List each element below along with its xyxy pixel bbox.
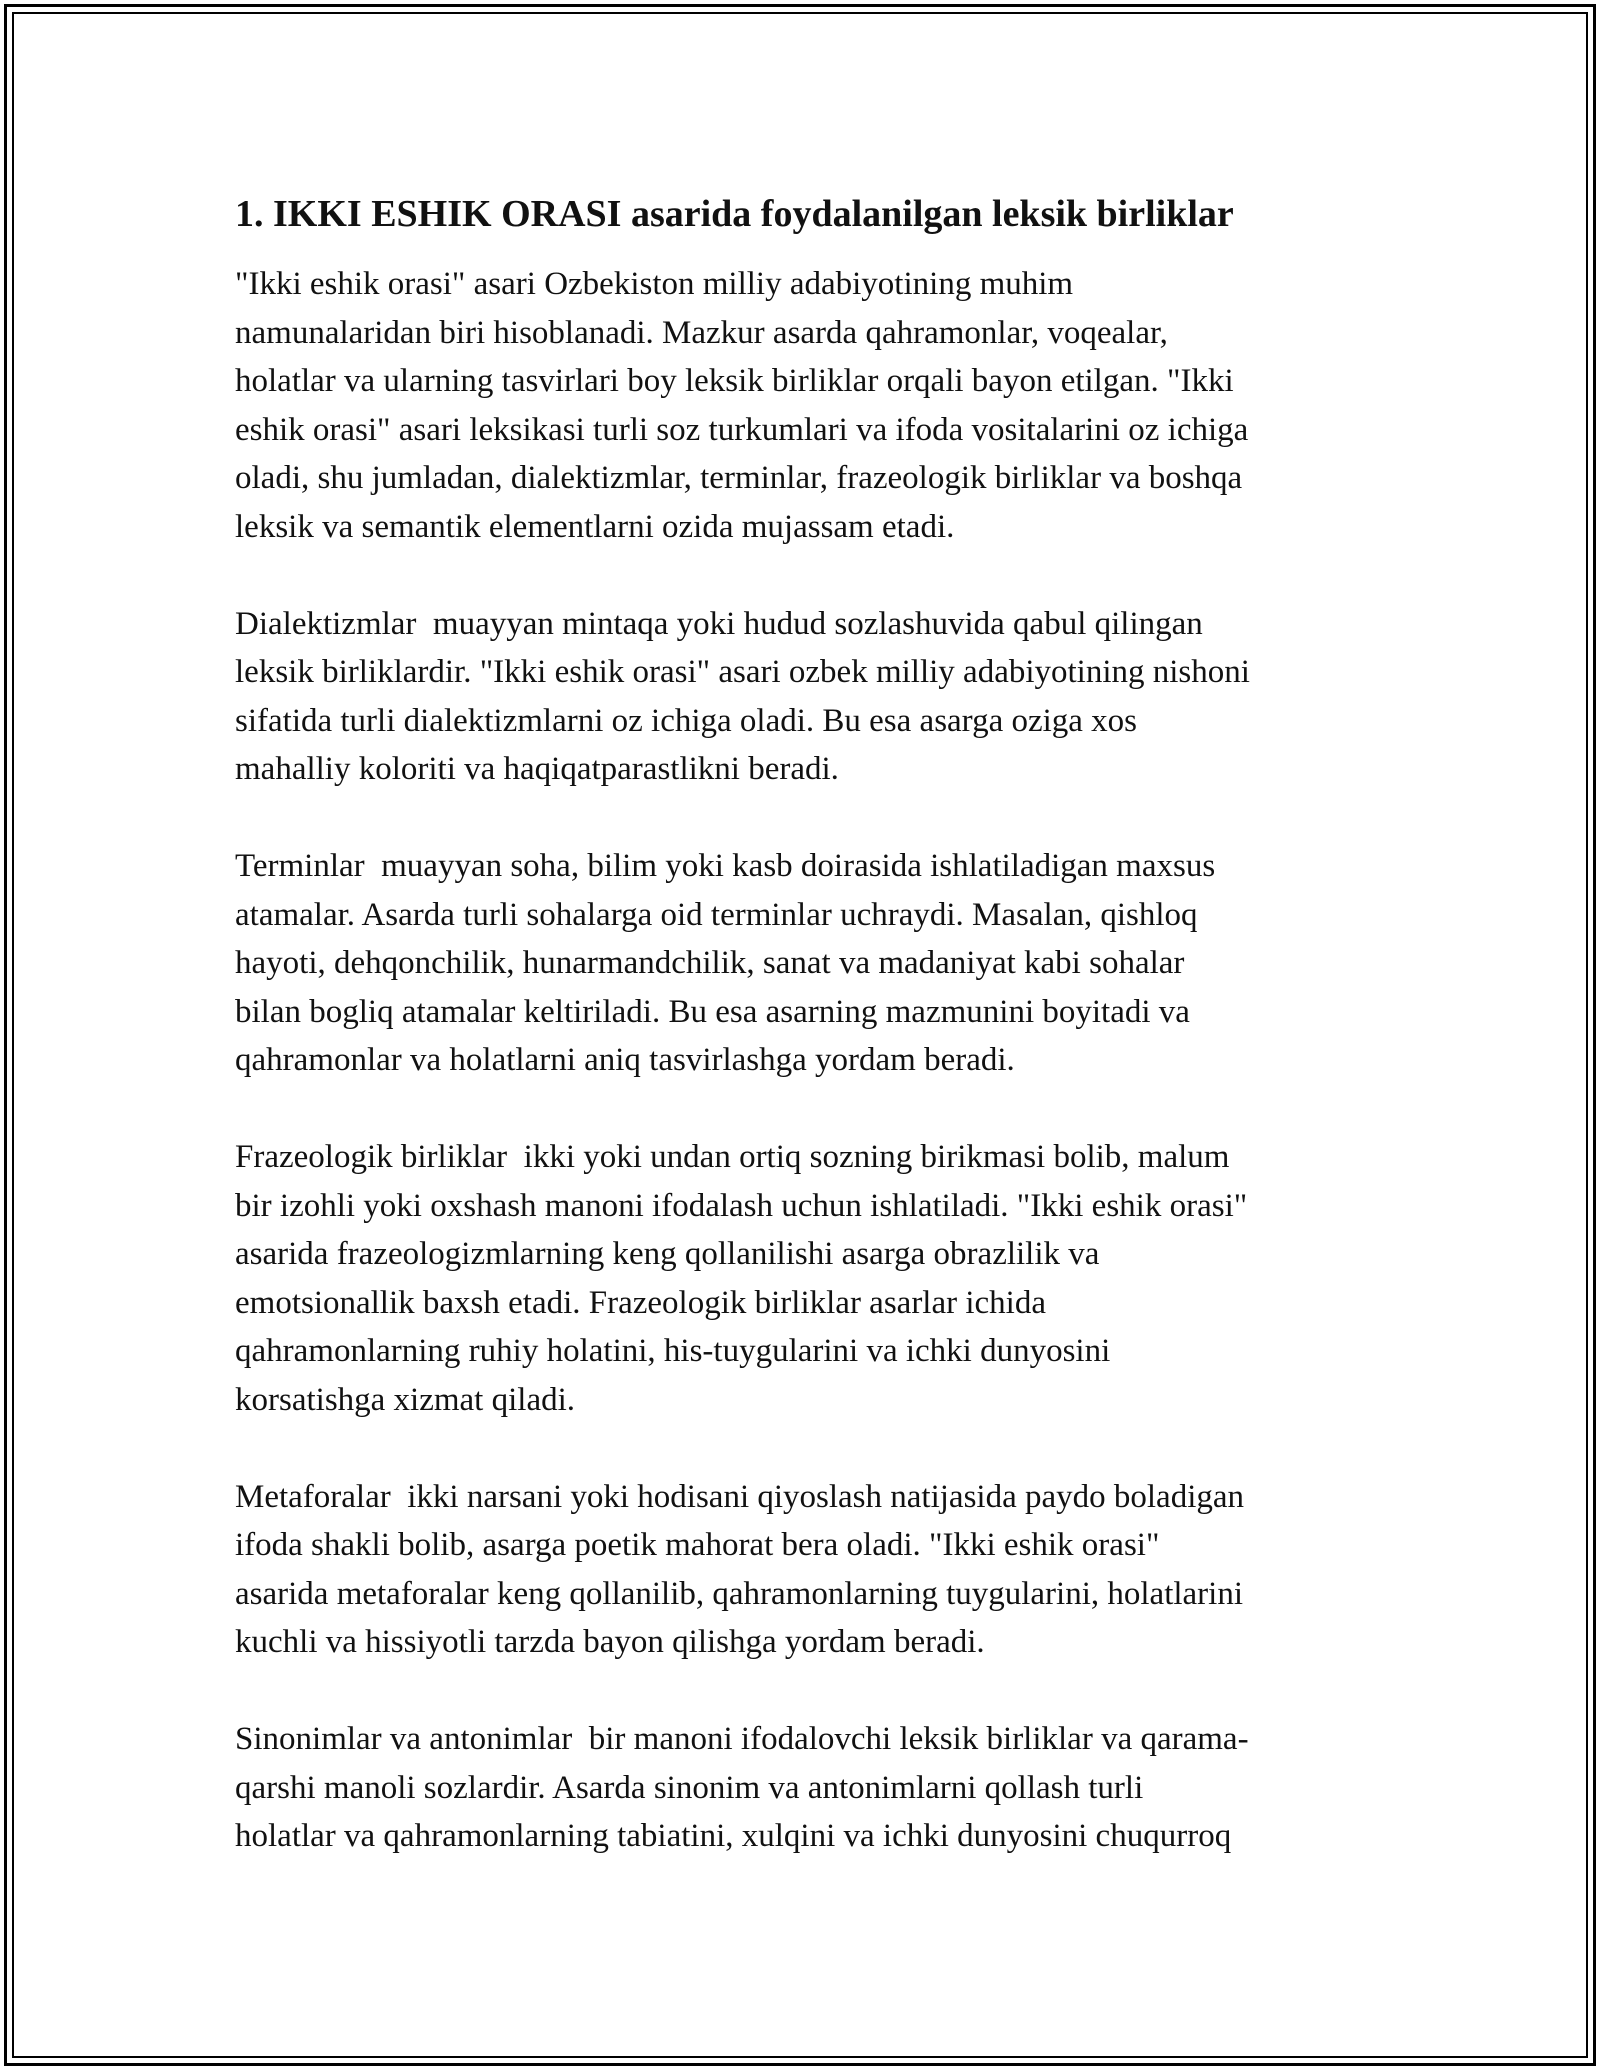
paragraph-line: hayoti, dehqonchilik, hunarmandchilik, sanat va madaniyat kabi sohalar bbox=[235, 945, 1185, 981]
paragraph-line: emotsionallik baxsh etadi. Frazeologik birliklar asarlar ichida bbox=[235, 1284, 1046, 1321]
paragraph-line: bir izohli yoki oxshash manoni ifodalash uchun ishlatiladi. "Ikki eshik orasi" bbox=[235, 1187, 1248, 1224]
paragraph-line: kuchli va hissiyotli tarzda bayon qilishga yordam beradi. bbox=[235, 1624, 985, 1660]
paragraph-line: Sinonimlar va antonimlar bir manoni ifodalovchi leksik birliklar va qarama- bbox=[235, 1721, 1249, 1757]
paragraph-line: bilan bogliq atamalar keltiriladi. Bu esa asarning mazmunini boyitadi va bbox=[235, 993, 1190, 1030]
paragraph-line: qahramonlar va holatlarni aniq tasvirlashga yordam beradi. bbox=[235, 1042, 1015, 1078]
paragraph-line: asarida metaforalar keng qollanilib, qahramonlarning tuygularini, holatlarini bbox=[235, 1575, 1243, 1612]
paragraph-line: Frazeologik birliklar ikki yoki undan ortiq sozning birikmasi bolib, malum bbox=[235, 1139, 1230, 1175]
paragraph-line: ifoda shakli bolib, asarga poetik mahorat bera oladi. "Ikki eshik orasi" bbox=[235, 1527, 1160, 1563]
paragraph-line: mahalliy koloriti va haqiqatparastlikni beradi. bbox=[235, 751, 839, 787]
paragraph-line: asarida frazeologizmlarning keng qollanilishi asarga obrazlilik va bbox=[235, 1236, 1100, 1272]
paragraph-line: korsatishga xizmat qiladi. bbox=[235, 1381, 576, 1418]
paragraph-line: eshik orasi" asari leksikasi turli soz turkumlari va ifoda vositalarini oz ichiga bbox=[235, 411, 1249, 448]
paragraph-sinonimlar-antonimlar bbox=[235, 1715, 1375, 1861]
paragraph-line: Metaforalar ikki narsani yoki hodisani qiyoslash natijasida paydo boladigan bbox=[235, 1478, 1245, 1515]
paragraph-frazeologik-birliklar bbox=[235, 1133, 1375, 1424]
paragraph-line: "Ikki eshik orasi" asari Ozbekiston milliy adabiyotining muhim bbox=[235, 266, 1074, 302]
paragraph-metaforalar bbox=[235, 1473, 1375, 1667]
paragraph-line: holatlar va ularning tasvirlari boy leksik birliklar orqali bayon etilgan. "Ikki bbox=[235, 363, 1234, 399]
paragraph-line: Dialektizmlar muayyan mintaqa yoki hudud sozlashuvida qabul qilingan bbox=[235, 605, 1203, 642]
paragraph-intro bbox=[235, 260, 1375, 551]
paragraph-line: oladi, shu jumladan, dialektizmlar, terminlar, frazeologik birliklar va boshqa bbox=[235, 460, 1243, 496]
paragraph-line: holatlar va qahramonlarning tabiatini, xulqini va ichki dunyosini chuqurroq bbox=[235, 1818, 1232, 1854]
paragraph-line: sifatida turli dialektizmlarni oz ichiga oladi. Bu esa asarga oziga xos bbox=[235, 702, 1138, 739]
paragraph-line: namunalaridan biri hisoblanadi. Mazkur asarda qahramonlar, voqealar, bbox=[235, 314, 1168, 351]
paragraph-line: Terminlar muayyan soha, bilim yoki kasb doirasida ishlatiladigan maxsus bbox=[235, 848, 1216, 884]
page-title: 1. IKKI ESHIK ORASI asarida foydalanilgan leksik birliklar bbox=[235, 193, 1234, 235]
paragraph-dialektizmlar bbox=[235, 600, 1375, 794]
paragraph-terminlar bbox=[235, 842, 1375, 1085]
paragraph-line: leksik va semantik elementlarni ozida mujassam etadi. bbox=[235, 508, 955, 545]
paragraph-line: atamalar. Asarda turli sohalarga oid terminlar uchraydi. Masalan, qishloq bbox=[235, 896, 1198, 933]
paragraph-line: leksik birliklardir. "Ikki eshik orasi" asari ozbek milliy adabiyotining nishoni bbox=[235, 654, 1250, 690]
paragraph-line: qarshi manoli sozlardir. Asarda sinonim va antonimlarni qollash turli bbox=[235, 1769, 1144, 1806]
document-body bbox=[235, 190, 1375, 1909]
paragraph-line: qahramonlarning ruhiy holatini, his-tuygularini va ichki dunyosini bbox=[235, 1333, 1111, 1369]
